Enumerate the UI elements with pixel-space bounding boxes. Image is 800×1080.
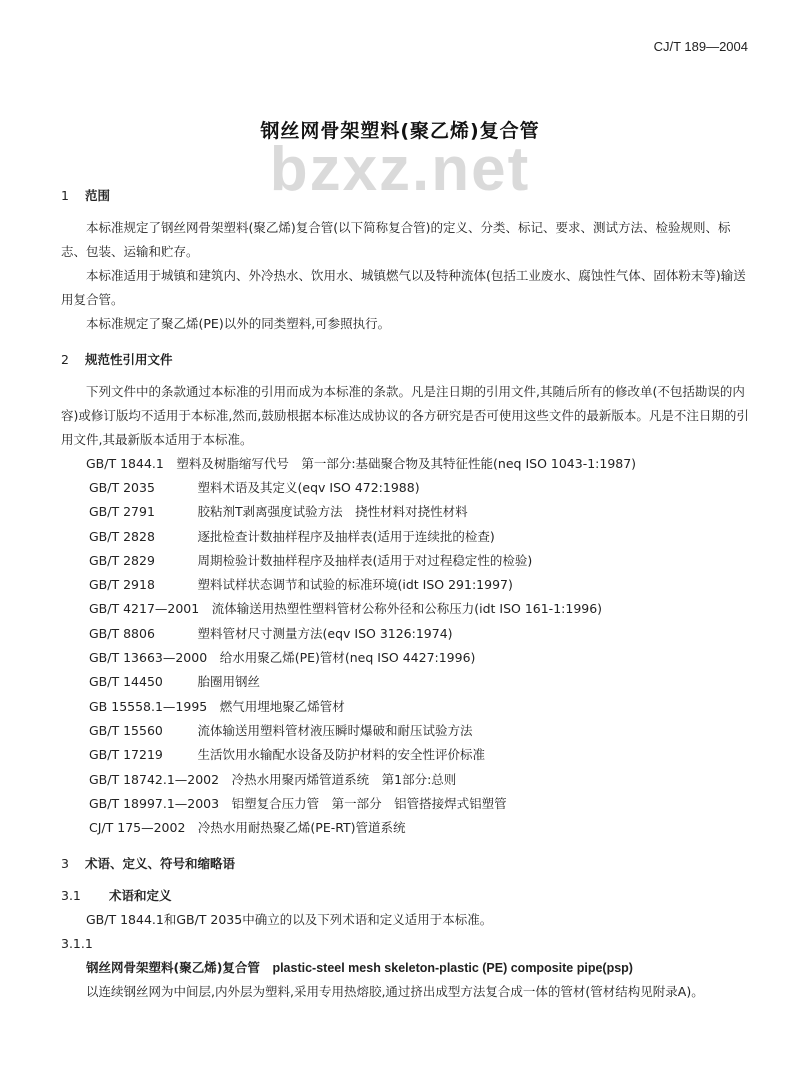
- reference-item: GB/T 18997.1—2003 铝塑复合压力管 第一部分 铝管搭接焊式铝塑管: [89, 795, 507, 811]
- reference-item: GB/T 4217—2001 流体输送用热塑性塑料管材公称外径和公称压力(idt ISO 161-1:1996): [89, 601, 603, 617]
- reference-item: GB/T 13663—2000 给水用聚乙烯(PE)管材(neq ISO 4427:1996): [89, 650, 476, 666]
- document-title: 钢丝网骨架塑料(聚乙烯)复合管: [260, 120, 540, 142]
- reference-item: GB/T 2918 塑料试样状态调节和试验的标准环境(idt ISO 291:1997): [89, 577, 513, 593]
- reference-item: GB/T 2791 胶粘剂T剥离强度试验方法 挠性材料对挠性材料: [89, 504, 468, 520]
- reference-item: GB/T 2035 塑料术语及其定义(eqv ISO 472:1988): [89, 480, 420, 495]
- reference-item: GB/T 8806 塑料管材尺寸测量方法(eqv ISO 3126:1974): [89, 625, 453, 641]
- term-heading: 钢丝网骨架塑料(聚乙烯)复合管 plastic-steel mesh skeleton-plastic (PE) composite pipe(psp): [86, 960, 633, 976]
- subsection-3-1-heading: 3.1 术语和定义: [61, 888, 172, 904]
- reference-item: GB/T 2829 周期检验计数抽样程序及抽样表(适用于对过程稳定性的检验): [89, 552, 533, 568]
- term-definition: 以连续钢丝网为中间层,内外层为塑料,采用专用热熔胶,通过挤出成型方法复合成一体的管材(管材结构见附录A)。: [86, 984, 704, 1000]
- reference-item: GB/T 1844.1 塑料及树脂缩写代号 第一部分:基础聚合物及其特征性能(neq ISO 1043-1:1987): [86, 456, 637, 471]
- standard-code: CJ/T 189—2004: [653, 39, 748, 54]
- subsection-3-1-text: GB/T 1844.1和GB/T 2035中确立的以及下列术语和定义适用于本标准。: [86, 912, 493, 928]
- section-1-paragraph: 本标准规定了聚乙烯(PE)以外的同类塑料,可参照执行。: [86, 316, 391, 331]
- section-3-heading: 3 术语、定义、符号和缩略语: [61, 856, 236, 872]
- section-1-paragraph: 本标准规定了钢丝网骨架塑料(聚乙烯)复合管(以下简称复合管)的定义、分类、标记、要求、测试方法、检验规则、标志、包装、运输和贮存。: [61, 220, 731, 259]
- section-2-heading: 2 规范性引用文件: [61, 352, 173, 367]
- reference-item: GB/T 2828 逐批检查计数抽样程序及抽样表(适用于连续批的检查): [89, 528, 495, 544]
- reference-item: GB/T 15560 流体输送用塑料管材液压瞬时爆破和耐压试验方法: [89, 722, 473, 738]
- section-1-heading: 1 范围: [61, 188, 111, 203]
- section-1-paragraph: 本标准适用于城镇和建筑内、外冷热水、饮用水、城镇燃气以及特种流体(包括工业废水、腐蚀性气体、固体粉末等)输送用复合管。: [61, 268, 746, 307]
- section-2-intro: 下列文件中的条款通过本标准的引用而成为本标准的条款。凡是注日期的引用文件,其随后所有的修改单(不包括勘误的内容)或修订版均不适用于本标准,然而,鼓励根据本标准达成协议的各方研究是否可使用这些文件的最新版本。凡是不注日期的引用文件,其最新版本适用于本标准。: [61, 384, 749, 447]
- watermark: bzxz.net: [269, 135, 531, 204]
- reference-item: CJ/T 175—2002 冷热水用耐热聚乙烯(PE-RT)管道系统: [89, 820, 406, 836]
- reference-item: GB/T 14450 胎圈用钢丝: [89, 674, 261, 690]
- subsection-3-1-1-number: 3.1.1: [61, 936, 93, 952]
- reference-item: GB 15558.1—1995 燃气用埋地聚乙烯管材: [89, 698, 345, 714]
- reference-item: GB/T 18742.1—2002 冷热水用聚丙烯管道系统 第1部分:总则: [89, 771, 457, 787]
- reference-item: GB/T 17219 生活饮用水输配水设备及防护材料的安全性评价标准: [89, 747, 486, 763]
- document-body: [61, 184, 750, 1004]
